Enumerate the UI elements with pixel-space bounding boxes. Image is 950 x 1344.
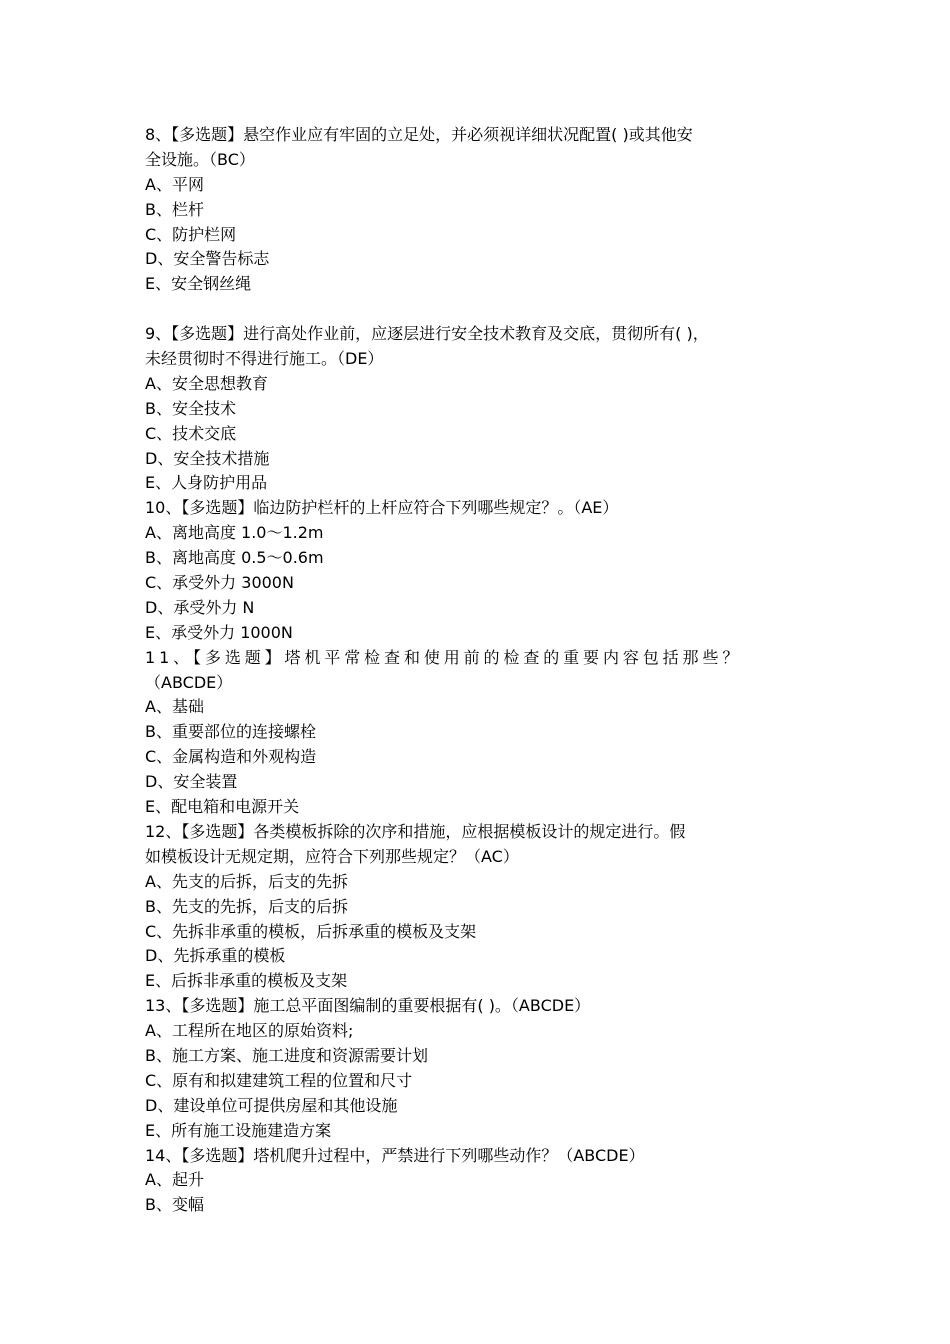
option-c: C、承受外力 3000N xyxy=(145,573,294,593)
option-e: E、所有施工设施建造方案 xyxy=(145,1120,332,1140)
option-a: A、起升 xyxy=(145,1170,204,1190)
question-text-line: 12、【多选题】各类模板拆除的次序和措施，应根据模板设计的规定进行。假 xyxy=(145,821,686,841)
question-text-line: 11、【多选题】塔机平常检查和使用前的检查的重要内容包括那些？ xyxy=(145,647,743,667)
option-d: D、安全装置 xyxy=(145,772,238,792)
option-a: A、基础 xyxy=(145,697,204,717)
question-text-line: 未经贯彻时不得进行施工。（DE） xyxy=(145,349,384,369)
option-c: C、防护栏网 xyxy=(145,224,237,244)
option-d: D、安全警告标志 xyxy=(145,249,270,269)
question-8 xyxy=(145,123,815,297)
option-e: E、人身防护用品 xyxy=(145,473,268,493)
option-a: A、安全思想教育 xyxy=(145,373,268,393)
question-14 xyxy=(145,1144,815,1219)
option-e: E、承受外力 1000N xyxy=(145,622,293,642)
question-text-line: 全设施。（BC） xyxy=(145,149,255,169)
question-text-line: （ABCDE） xyxy=(145,672,233,692)
option-d: D、承受外力 N xyxy=(145,597,255,617)
option-b: B、重要部位的连接螺栓 xyxy=(145,722,316,742)
option-b: B、栏杆 xyxy=(145,199,204,219)
option-b: B、离地高度 0.5～0.6m xyxy=(145,548,324,568)
option-b: B、施工方案、施工进度和资源需要计划 xyxy=(145,1045,428,1065)
option-d: D、安全技术措施 xyxy=(145,448,270,468)
option-b: B、先支的先拆，后支的后拆 xyxy=(145,896,348,916)
question-text-line: 如模板设计无规定期，应符合下列那些规定？（AC） xyxy=(145,846,519,866)
question-11 xyxy=(145,646,815,820)
option-b: B、变幅 xyxy=(145,1195,204,1215)
option-e: E、安全钢丝绳 xyxy=(145,274,252,294)
option-d: D、建设单位可提供房屋和其他设施 xyxy=(145,1095,398,1115)
option-d: D、先拆承重的模板 xyxy=(145,946,286,966)
option-e: E、后拆非承重的模板及支架 xyxy=(145,971,348,991)
option-a: A、离地高度 1.0～1.2m xyxy=(145,523,324,543)
option-c: C、先拆非承重的模板，后拆承重的模板及支架 xyxy=(145,921,477,941)
question-text-line: 13、【多选题】施工总平面图编制的重要根据有( )。（ABCDE） xyxy=(145,996,591,1016)
question-12 xyxy=(145,820,815,994)
question-10 xyxy=(145,496,815,645)
blank-line xyxy=(145,297,815,322)
question-text-line: 8、【多选题】悬空作业应有牢固的立足处，并必须视详细状况配置( )或其他安 xyxy=(145,125,693,144)
question-9 xyxy=(145,322,815,496)
option-a: A、平网 xyxy=(145,174,204,194)
option-c: C、技术交底 xyxy=(145,423,237,443)
option-c: C、原有和拟建建筑工程的位置和尺寸 xyxy=(145,1070,413,1090)
document-body xyxy=(145,123,815,1218)
option-e: E、配电箱和电源开关 xyxy=(145,797,300,817)
question-13 xyxy=(145,994,815,1143)
question-text-line: 14、【多选题】塔机爬升过程中，严禁进行下列哪些动作？（ABCDE） xyxy=(145,1145,645,1165)
option-b: B、安全技术 xyxy=(145,398,236,418)
option-a: A、先支的后拆，后支的先拆 xyxy=(145,871,348,891)
question-text-line: 10、【多选题】临边防护栏杆的上杆应符合下列哪些规定？。（AE） xyxy=(145,498,619,518)
option-a: A、工程所在地区的原始资料; xyxy=(145,1021,354,1041)
question-text-line: 9、【多选题】进行高处作业前，应逐层进行安全技术教育及交底，贯彻所有( )， xyxy=(145,324,709,344)
option-c: C、金属构造和外观构造 xyxy=(145,747,317,767)
